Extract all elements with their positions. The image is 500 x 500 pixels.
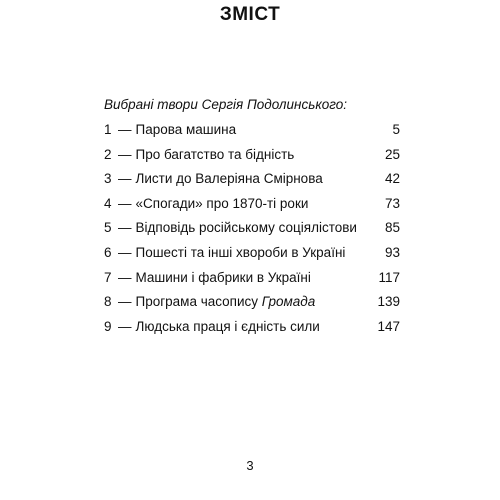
toc-entry-title	[136, 171, 323, 186]
toc-entry-page: 42	[384, 171, 400, 187]
toc-entry-page: 85	[384, 220, 400, 236]
toc-entry-dash: —	[118, 269, 132, 285]
toc-entry	[104, 169, 400, 194]
toc-list	[104, 120, 400, 341]
toc-entry-title	[136, 294, 316, 309]
toc-entry-page: 93	[384, 244, 400, 260]
toc-entry-title-text: Машини і фабрики в Україні	[135, 269, 311, 285]
toc-entry-title-italic: Громада	[261, 294, 316, 310]
toc-entry-title	[136, 196, 309, 211]
toc-entry-dash: —	[118, 294, 132, 310]
toc-entry-title	[136, 147, 295, 162]
toc-entry-dash: —	[118, 318, 132, 334]
toc-entry-title-text: Про багатство та бідність	[135, 146, 295, 162]
toc-entry	[104, 145, 400, 170]
toc-entry	[104, 194, 400, 219]
toc-entry-title-text: Парова машина	[135, 122, 237, 137]
toc-entry-title-text: Людська праця і єдність сили	[135, 318, 320, 334]
toc-entry	[104, 268, 400, 293]
toc-entry-page: 73	[384, 195, 400, 211]
toc-entry-number: 9	[104, 318, 112, 334]
toc-entry-title-text: Програма часопису	[135, 294, 262, 310]
toc-entry-number: 6	[104, 244, 112, 260]
toc-entry-dash: —	[118, 171, 132, 187]
section-heading: Вибрані твори Сергія Подолинського:	[104, 97, 347, 112]
toc-entry-title-text: Пошесті та інші хвороби в Україні	[135, 244, 346, 260]
toc-entry-page: 117	[378, 269, 400, 285]
toc-entry-title	[136, 319, 320, 334]
page-number: 3	[246, 458, 254, 473]
toc-entry-title-text: Листи до Валеріяна Смірнова	[135, 171, 323, 187]
toc-entry-title	[136, 220, 357, 235]
toc-entry	[104, 218, 400, 243]
toc-entry	[104, 120, 400, 145]
toc-entry-page: 25	[384, 146, 400, 162]
toc-entry-number: 1	[104, 122, 112, 137]
toc-entry-number: 8	[104, 294, 112, 310]
toc-entry-title-text: Відповідь російському соціялістови	[135, 220, 357, 236]
toc-entry-dash: —	[118, 220, 132, 236]
toc-entry-dash: —	[118, 244, 132, 260]
page-title: ЗМІСТ	[219, 4, 281, 25]
toc-entry	[104, 292, 400, 317]
toc-entry-title	[136, 122, 237, 137]
toc-entry-number: 4	[104, 195, 112, 211]
toc-entry-number: 3	[104, 171, 112, 187]
toc-entry-dash: —	[118, 146, 132, 162]
toc-entry-number: 5	[104, 220, 112, 236]
toc-entry	[104, 243, 400, 268]
toc-entry-number: 7	[104, 269, 112, 285]
toc-entry-page: 147	[377, 318, 400, 334]
toc-entry-dash: —	[118, 195, 132, 211]
toc-entry-page: 5	[392, 122, 400, 137]
toc-entry-dash: —	[118, 122, 132, 137]
toc-entry-title-text: «Спогади» про 1870-ті роки	[135, 195, 309, 211]
toc-entry-title	[136, 245, 346, 260]
toc-entry-number: 2	[104, 146, 112, 162]
toc-entry-title	[136, 270, 311, 285]
toc-entry	[104, 317, 400, 342]
toc-entry-page: 139	[377, 294, 400, 310]
